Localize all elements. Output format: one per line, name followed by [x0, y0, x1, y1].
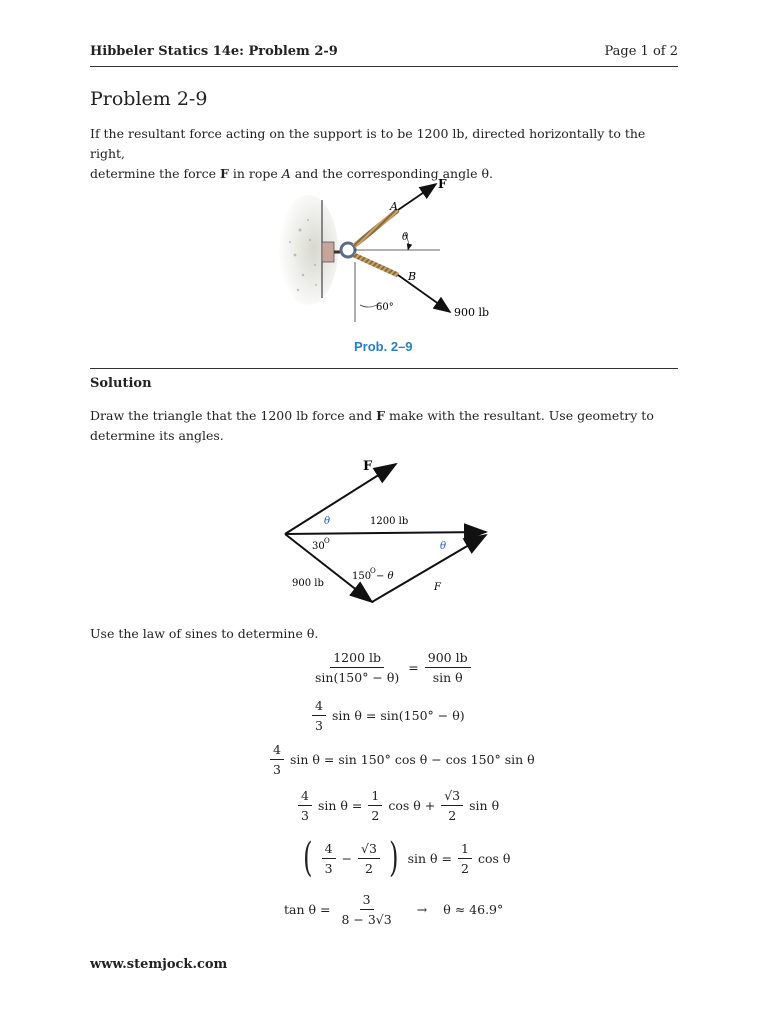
equation-6 [284, 892, 503, 927]
law-of-sines-text: Use the law of sines to determine θ. [90, 626, 319, 641]
problem-figure [270, 170, 510, 360]
triangle-1200-arrow [285, 532, 486, 534]
label-B: B [408, 270, 417, 283]
eq4-fraction-3 [441, 788, 463, 823]
eq3-numerator: 4 [270, 742, 284, 760]
triangle-label-150-degree: O [370, 567, 376, 575]
problem-heading: Problem 2-9 [90, 88, 208, 110]
eq4-denominator-1: 3 [301, 808, 309, 823]
eq2-denominator: 3 [315, 718, 323, 733]
eq6-arrow: → [416, 902, 428, 917]
header-rule [90, 66, 678, 67]
rope-B [354, 255, 398, 275]
eq1-right-fraction [425, 650, 471, 685]
eq4-mid-2: cos θ + [388, 798, 436, 813]
force-F-arrow [398, 184, 436, 210]
eq5-fraction-2 [358, 841, 380, 876]
problem-text-bold-F: F [220, 166, 229, 181]
eq5-fraction-1 [322, 841, 336, 876]
equation-3 [270, 742, 535, 777]
eq5-right-paren: ) [389, 835, 399, 881]
eq5-minus: − [341, 850, 353, 866]
eq4-fraction-1 [298, 788, 312, 823]
solution-text-bold-F: F [376, 408, 386, 423]
eq1-right-denominator: sin θ [432, 670, 463, 685]
eq1-right-numerator: 900 lb [425, 650, 471, 668]
eye-bolt-ring [341, 243, 355, 257]
eq1-left-denominator: sin(150° − θ) [315, 670, 400, 685]
eq6-fraction [338, 892, 394, 927]
equation-5 [300, 835, 511, 881]
problem-text-part: determine the force [90, 166, 221, 181]
eq4-denominator-3: 2 [448, 808, 457, 823]
label-60-deg: 60° [376, 302, 394, 313]
eq6-denominator: 8 − 3√3 [341, 912, 392, 927]
section-rule [90, 368, 678, 369]
force-triangle-figure [270, 452, 500, 612]
problem-text-part: and the corresponding angle θ. [290, 166, 493, 181]
eq1-equals: = [408, 660, 419, 675]
equation-4 [298, 788, 499, 823]
eq5-denominator-2: 2 [365, 860, 373, 876]
problem-text-line-1: If the resultant force acting on the support is to be 1200 lb, directed horizontally to the right, [90, 126, 646, 161]
label-900-lb: 900 lb [454, 306, 490, 319]
eq5-denominator-3: 2 [461, 860, 469, 876]
eq2-numerator: 4 [312, 698, 326, 716]
solution-text [90, 406, 680, 446]
equation-2 [312, 698, 465, 733]
eq4-numerator-2: 1 [368, 788, 382, 806]
solution-text-line-1 [90, 406, 680, 426]
triangle-label-150-minus-theta: − θ [376, 571, 394, 582]
eq3-rest: sin θ = sin 150° cos θ − cos 150° sin θ [289, 752, 535, 767]
triangle-label-1200: 1200 lb [370, 516, 409, 527]
eq5-numerator-1: 4 [322, 841, 336, 859]
triangle-label-30-degree: O [324, 537, 330, 545]
rope-A [354, 210, 398, 246]
eq3-denominator: 3 [273, 762, 281, 777]
eq4-end: sin θ [469, 798, 500, 813]
eq6-numerator: 3 [360, 892, 374, 910]
eq4-numerator-3: √3 [441, 788, 463, 806]
eq5-numerator-2: √3 [358, 841, 380, 859]
eq4-fraction-2 [368, 788, 382, 823]
eq4-numerator-1: 4 [298, 788, 312, 806]
header-title: Hibbeler Statics 14e: Problem 2-9 [90, 44, 338, 59]
triangle-label-theta-right: θ [440, 541, 447, 552]
triangle-label-900: 900 lb [292, 578, 324, 589]
triangle-label-theta-left: θ [324, 516, 331, 527]
triangle-label-150: 150 [352, 571, 372, 582]
page-number: Page 1 of 2 [604, 44, 678, 59]
support-bracket [322, 242, 334, 262]
triangle-label-F-italic: F [434, 582, 441, 593]
eq5-fraction-3 [458, 841, 472, 876]
eq5-denominator-1: 3 [324, 860, 333, 876]
solution-text-part: make with the resultant. Use geometry to [385, 408, 654, 423]
triangle-label-F: F [363, 459, 373, 474]
solution-heading: Solution [90, 376, 152, 391]
eq5-left-paren: ( [303, 835, 313, 881]
eq5-end: cos θ [477, 850, 511, 866]
eq4-denominator-2: 2 [371, 808, 380, 823]
eq4-mid: sin θ = [317, 798, 363, 813]
triangle-F-closing-arrow [372, 535, 486, 602]
eq1-left-numerator: 1200 lb [330, 650, 384, 668]
eq3-fraction [270, 742, 284, 777]
eq1-left-fraction [312, 650, 402, 685]
footer-url[interactable]: www.stemjock.com [90, 957, 228, 972]
eq2-rest: sin θ = sin(150° − θ) [331, 708, 465, 723]
figure-caption: Prob. 2–9 [354, 339, 413, 354]
label-theta: θ [402, 232, 409, 243]
label-A: A [390, 200, 398, 213]
solution-text-line-2: determine its angles. [90, 428, 224, 443]
eq6-lhs: tan θ = [284, 902, 331, 917]
equation-1 [312, 650, 471, 685]
problem-text-italic-A: A [281, 166, 291, 181]
eq2-fraction [312, 698, 326, 733]
label-F: F [438, 177, 447, 191]
eq5-mid: sin θ = [407, 850, 452, 866]
force-900-arrow [398, 275, 450, 312]
eq5-numerator-3: 1 [458, 841, 472, 859]
eq6-result: θ ≈ 46.9° [443, 902, 504, 917]
solution-text-part: Draw the triangle that the 1200 lb force and [90, 408, 377, 423]
problem-text-part: in rope [228, 166, 282, 181]
triangle-label-30: 30 [312, 541, 325, 552]
